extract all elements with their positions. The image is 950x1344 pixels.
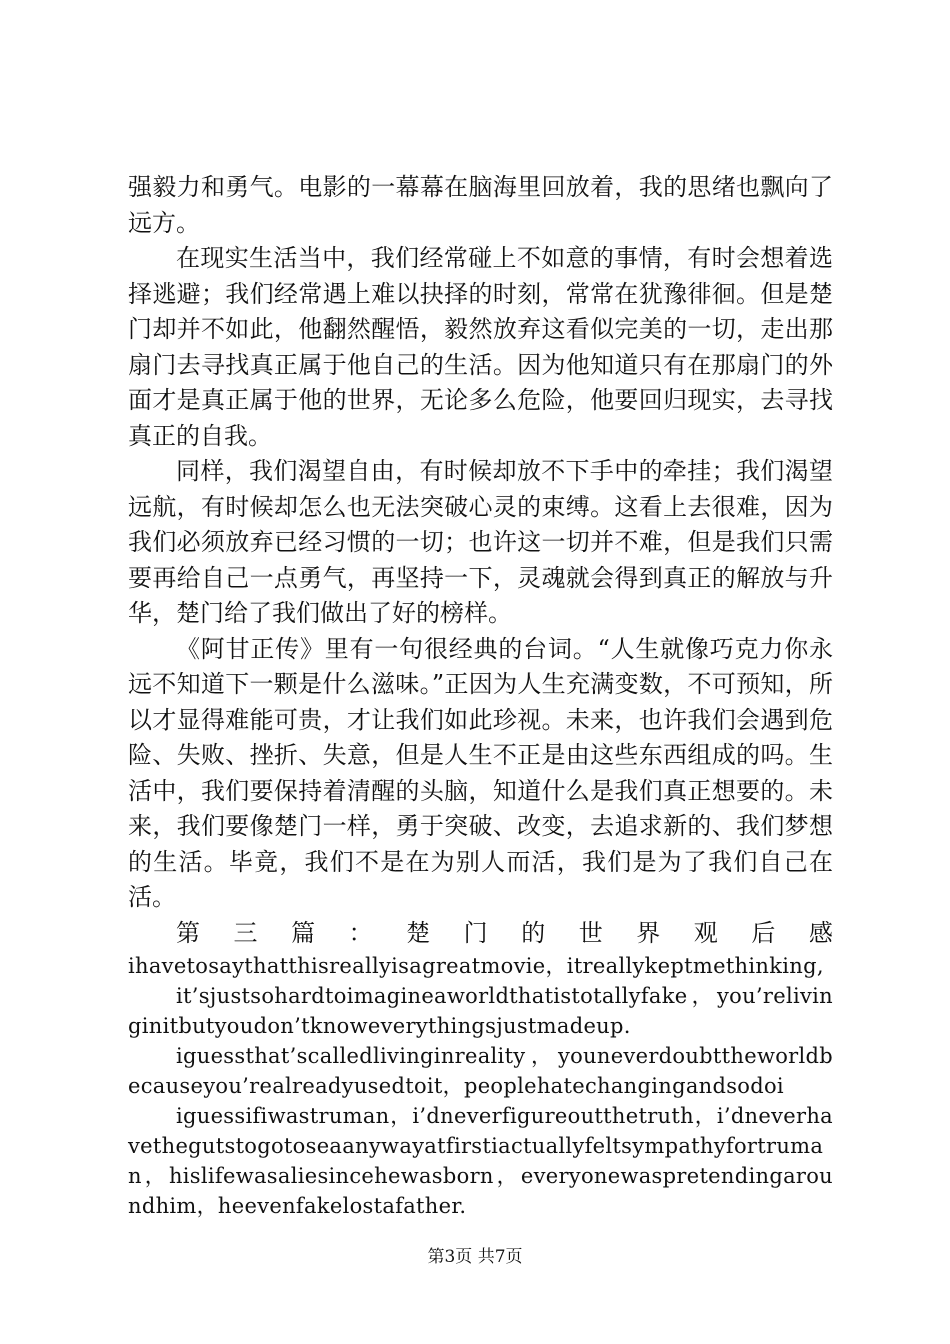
heading-char: 第 (176, 918, 200, 947)
heading-char: ： (348, 918, 373, 947)
heading-char: 观 (693, 918, 718, 947)
paragraph: 在现实生活当中，我们经常碰上不如意的事情，有时会想着选择逃避；我们经常遇上难以抉择的时刻，常常在犹豫徘徊。但是楚门却并不如此，他翻然醒悟，毅然放弃这看似完美的一切，走出那扇门去寻找真正属于他自己的生活。因为他知道只有在那扇门的外面才是真正属于他的世界，无论多么危险，他要回归现实，去寻找真正的自我。 (128, 244, 833, 450)
english-paragraph: iguessthat’scalledlivinginreality，youneverdoubttheworldbecauseyou’realreadyusedtoit，peoplehatechangingandsodoi (128, 1044, 833, 1098)
heading-char: 世 (578, 918, 603, 947)
english-paragraph: it’sjustsohardtoimagineaworldthatistotallyfake，you’relivinginitbutyoudon’tknoweverythingsjustmadeup. (128, 984, 833, 1038)
heading-char: 门 (463, 918, 488, 947)
heading-char: 感 (808, 918, 833, 947)
heading-char: 三 (233, 918, 258, 947)
heading-char: 界 (636, 918, 661, 947)
paragraph: 强毅力和勇气。电影的一幕幕在脑海里回放着，我的思绪也飘向了远方。 (128, 173, 833, 237)
section-heading (128, 916, 833, 952)
heading-char: 的 (521, 918, 546, 947)
heading-char: 后 (751, 918, 776, 947)
document-body (128, 170, 833, 1221)
paragraph: 《阿甘正传》里有一句很经典的台词。“人生就像巧克力你永远不知道下一颗是什么滋味。”正因为人生充满变数，不可预知，所以才显得难能可贵，才让我们如此珍视。未来，也许我们会遇到危险、失败、挫折、失意，但是人生不正是由这些东西组成的吗。生活中，我们要保持着清醒的头脑，知道什么是我们真正想要的。未来，我们要像楚门一样，勇于突破、改变，去追求新的、我们梦想的生活。毕竟，我们不是在为别人而活，我们是为了我们自己在活。 (128, 634, 833, 911)
paragraph: 同样，我们渴望自由，有时候却放不下手中的牵挂；我们渴望远航，有时候却怎么也无法突破心灵的束缚。这看上去很难，因为我们必须放弃已经习惯的一切；也许这一切并不难，但是我们只需要再给自己一点勇气，再坚持一下，灵魂就会得到真正的解放与升华，楚门给了我们做出了好的榜样。 (128, 457, 833, 627)
heading-char: 篇 (291, 918, 316, 947)
english-paragraph: ihavetosaythatthisreallyisagreatmovie，itreallykeptmethinking, (128, 954, 824, 978)
heading-char: 楚 (406, 918, 431, 947)
page-footer: 第3页 共7页 (427, 1247, 523, 1267)
english-paragraph: iguessifiwastruman，i’dneverfigureoutthetruth，i’dneverhavethegutstogotoseaanywayatfirstiactuallyfeltsympathyfortruman，hislifewasaliesincehewasborn，everyonewaspretendingaroundhim，heevenfakelostafather. (128, 1104, 833, 1218)
